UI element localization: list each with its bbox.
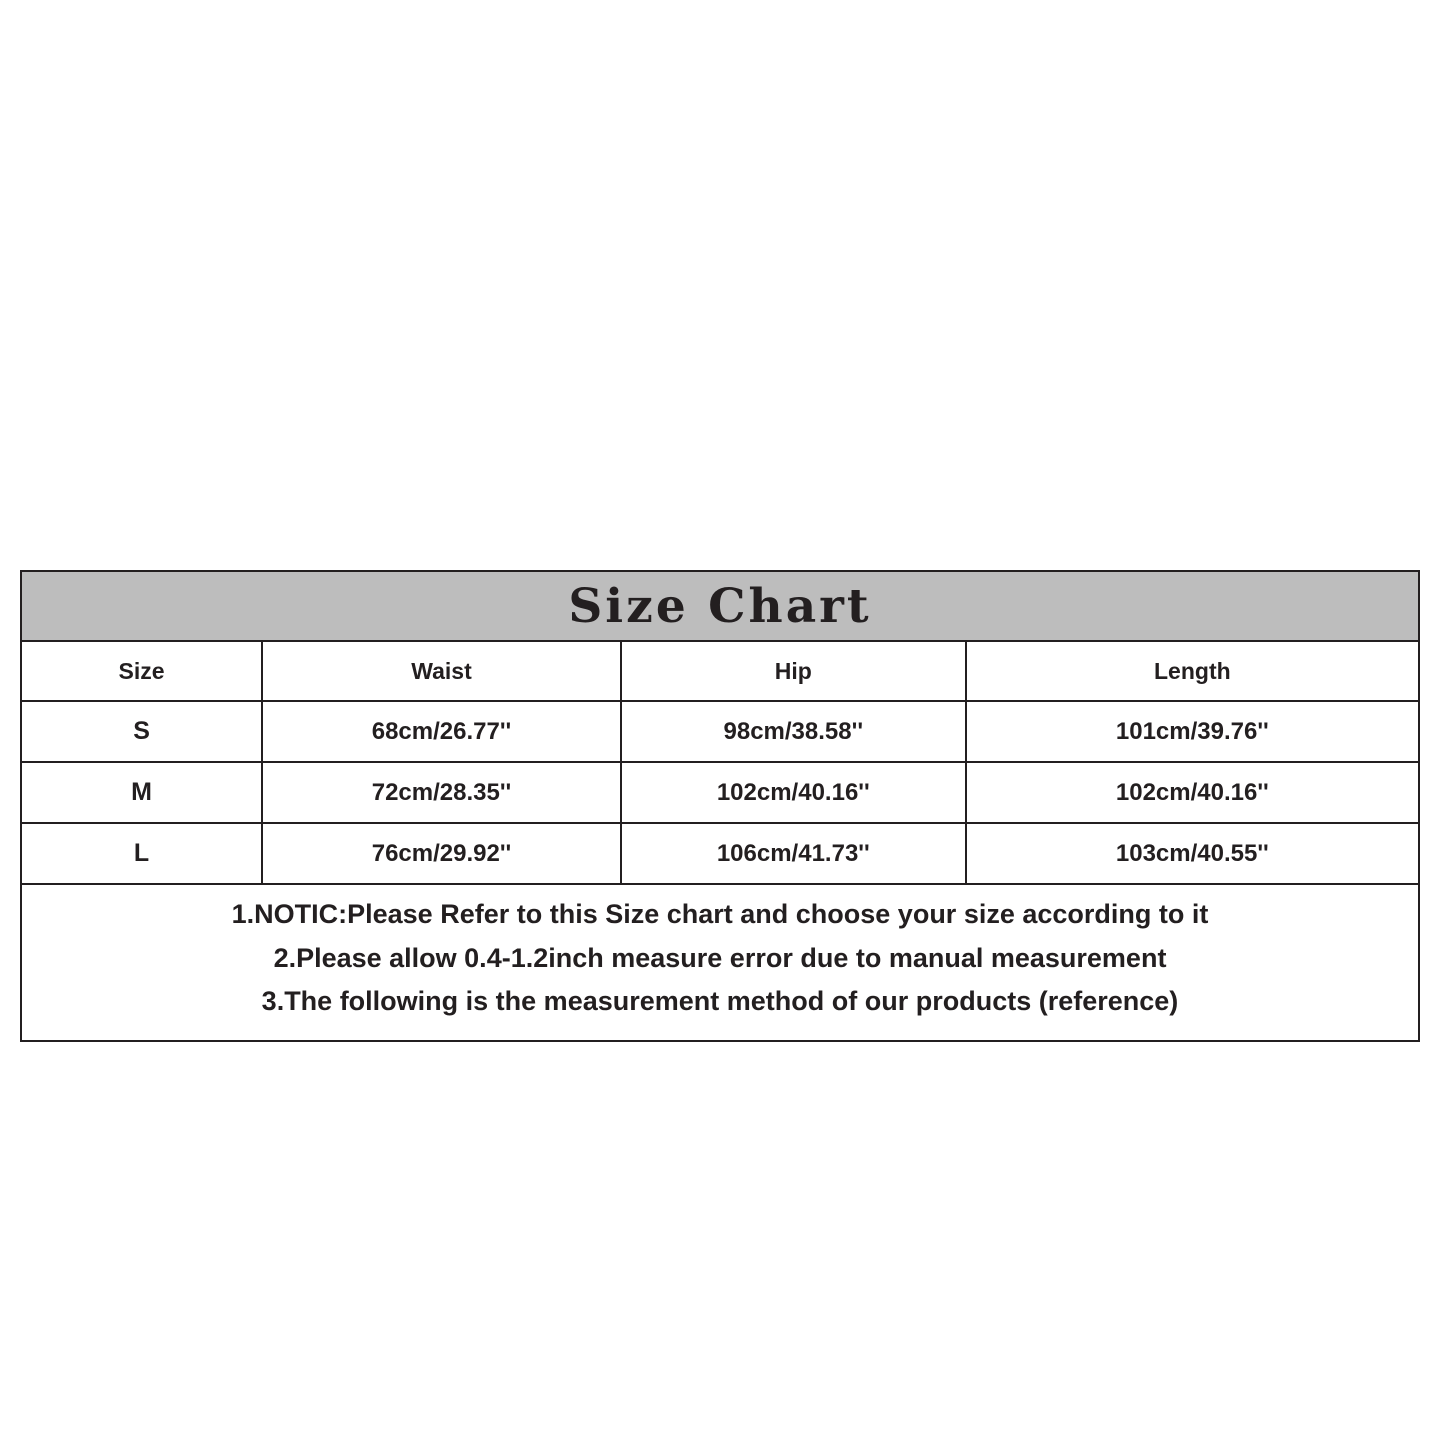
column-header-waist: Waist bbox=[262, 642, 621, 701]
cell-hip: 106cm/41.73'' bbox=[621, 823, 966, 884]
size-chart-title-band bbox=[22, 572, 1418, 642]
note-line-2: 2.Please allow 0.4-1.2inch measure error due to manual measurement bbox=[273, 942, 1167, 973]
cell-waist: 68cm/26.77'' bbox=[262, 701, 621, 762]
cell-size: L bbox=[22, 823, 262, 884]
cell-length: 102cm/40.16'' bbox=[966, 762, 1418, 823]
column-header-size: Size bbox=[22, 642, 262, 701]
notes-section bbox=[22, 885, 1418, 1040]
cell-hip: 102cm/40.16'' bbox=[621, 762, 966, 823]
note-line-1: 1.NOTIC:Please Refer to this Size chart and choose your size according to it bbox=[231, 899, 1209, 929]
table-header-row bbox=[22, 642, 1418, 701]
cell-waist: 72cm/28.35'' bbox=[262, 762, 621, 823]
table-row bbox=[22, 823, 1418, 884]
column-header-hip: Hip bbox=[621, 642, 966, 701]
column-header-length: Length bbox=[966, 642, 1418, 701]
note-line-3: 3.The following is the measurement method of our products (reference) bbox=[261, 986, 1179, 1017]
page-title: Size Chart bbox=[568, 578, 872, 634]
size-chart-table bbox=[22, 642, 1418, 885]
table-row bbox=[22, 701, 1418, 762]
size-chart-container bbox=[20, 570, 1420, 1042]
cell-length: 103cm/40.55'' bbox=[966, 823, 1418, 884]
cell-hip: 98cm/38.58'' bbox=[621, 701, 966, 762]
cell-waist: 76cm/29.92'' bbox=[262, 823, 621, 884]
cell-size: M bbox=[22, 762, 262, 823]
table-row bbox=[22, 762, 1418, 823]
cell-size: S bbox=[22, 701, 262, 762]
cell-length: 101cm/39.76'' bbox=[966, 701, 1418, 762]
